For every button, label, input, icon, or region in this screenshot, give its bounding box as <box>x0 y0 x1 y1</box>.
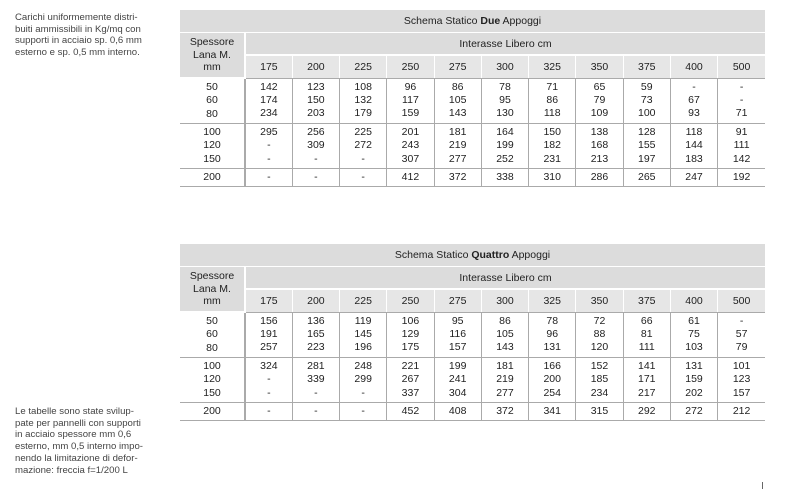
load-value: 86 105 143 <box>481 312 528 358</box>
load-value: 181 219 277 <box>481 358 528 403</box>
title-suffix: Appoggi <box>500 15 542 27</box>
load-value: 150 182 231 <box>529 124 576 169</box>
title-prefix: Schema Statico <box>394 249 472 261</box>
load-value: - <box>340 403 387 421</box>
load-table-due-appoggi <box>180 10 765 187</box>
load-value: 71 86 118 <box>529 78 576 124</box>
span-value: 350 <box>576 55 623 78</box>
span-value: 300 <box>481 55 528 78</box>
load-value: 78 96 131 <box>529 312 576 358</box>
span-value: 375 <box>623 289 670 312</box>
span-value: 225 <box>340 55 387 78</box>
load-value: 106 129 175 <box>387 312 434 358</box>
load-value: - - 71 <box>718 78 765 124</box>
load-value: 412 <box>387 169 434 187</box>
load-value: 72 88 120 <box>576 312 623 358</box>
load-value: 338 <box>481 169 528 187</box>
thickness-value: 50 60 80 <box>180 312 245 358</box>
span-value: 500 <box>718 55 765 78</box>
load-value: 248 299 - <box>340 358 387 403</box>
span-value: 175 <box>245 289 292 312</box>
load-value: 142 174 234 <box>245 78 292 124</box>
load-value: 123 150 203 <box>292 78 339 124</box>
load-value: - 67 93 <box>670 78 717 124</box>
thickness-value: 200 <box>180 169 245 187</box>
span-value: 200 <box>292 55 339 78</box>
span-value: 275 <box>434 55 481 78</box>
load-value: 247 <box>670 169 717 187</box>
load-value: 199 241 304 <box>434 358 481 403</box>
table-title <box>180 244 765 267</box>
load-value: - <box>340 169 387 187</box>
thickness-header: Spessore Lana M. mm <box>180 267 245 313</box>
thickness-value: 100 120 150 <box>180 358 245 403</box>
load-value: 292 <box>623 403 670 421</box>
methodology-note: Le tabelle sono state svilup- pate per pannelli con supporti in acciaio spessore mm 0,6 esterno, mm 0,5 interno impo- nendo la limitazione di defor- mazione: freccia f=1/200 L <box>15 406 143 476</box>
load-value: 101 123 157 <box>718 358 765 403</box>
thickness-value: 50 60 80 <box>180 78 245 124</box>
thickness-value: 100 120 150 <box>180 124 245 169</box>
load-value: 192 <box>718 169 765 187</box>
page-edge-mark <box>762 482 763 489</box>
load-value: 341 <box>529 403 576 421</box>
span-value: 400 <box>670 55 717 78</box>
span-value: 500 <box>718 289 765 312</box>
load-value: 118 144 183 <box>670 124 717 169</box>
span-value: 400 <box>670 289 717 312</box>
load-value: 66 81 111 <box>623 312 670 358</box>
load-value: 225 272 - <box>340 124 387 169</box>
load-value: 138 168 213 <box>576 124 623 169</box>
load-value: 136 165 223 <box>292 312 339 358</box>
span-header: Interasse Libero cm <box>245 267 765 290</box>
span-value: 300 <box>481 289 528 312</box>
load-value: 181 219 277 <box>434 124 481 169</box>
load-value: - <box>245 169 292 187</box>
span-value: 325 <box>529 55 576 78</box>
load-value: 372 <box>481 403 528 421</box>
load-value: - <box>292 403 339 421</box>
load-value: 372 <box>434 169 481 187</box>
span-value: 200 <box>292 289 339 312</box>
load-value: 452 <box>387 403 434 421</box>
span-value: 375 <box>623 55 670 78</box>
load-value: 156 191 257 <box>245 312 292 358</box>
load-value: 201 243 307 <box>387 124 434 169</box>
load-value: 141 171 217 <box>623 358 670 403</box>
load-value: 315 <box>576 403 623 421</box>
span-value: 250 <box>387 55 434 78</box>
title-suffix: Appoggi <box>509 249 551 261</box>
load-value: 256 309 - <box>292 124 339 169</box>
description-note: Carichi uniformemente distri- buiti ammissibili in Kg/mq con supporti in acciaio sp. 0,6 mm esterno e sp. 0,5 mm interno. <box>15 12 142 59</box>
load-value: 281 339 - <box>292 358 339 403</box>
table-title <box>180 10 765 33</box>
load-value: 221 267 337 <box>387 358 434 403</box>
load-value: - 57 79 <box>718 312 765 358</box>
load-value: 59 73 100 <box>623 78 670 124</box>
load-value: 131 159 202 <box>670 358 717 403</box>
load-value: 166 200 254 <box>529 358 576 403</box>
load-value: 408 <box>434 403 481 421</box>
title-prefix: Schema Statico <box>403 15 481 27</box>
title-emphasis: Due <box>480 15 501 27</box>
load-value: 78 95 130 <box>481 78 528 124</box>
thickness-header: Spessore Lana M. mm <box>180 33 245 79</box>
title-emphasis: Quattro <box>471 249 510 261</box>
load-value: 164 199 252 <box>481 124 528 169</box>
span-value: 225 <box>340 289 387 312</box>
span-value: 325 <box>529 289 576 312</box>
load-value: 61 75 103 <box>670 312 717 358</box>
load-value: 128 155 197 <box>623 124 670 169</box>
load-value: 65 79 109 <box>576 78 623 124</box>
load-value: 265 <box>623 169 670 187</box>
load-value: 108 132 179 <box>340 78 387 124</box>
load-value: 95 116 157 <box>434 312 481 358</box>
load-value: 96 117 159 <box>387 78 434 124</box>
span-value: 250 <box>387 289 434 312</box>
load-value: 295 - - <box>245 124 292 169</box>
load-value: 272 <box>670 403 717 421</box>
load-value: 310 <box>529 169 576 187</box>
load-table-quattro-appoggi <box>180 244 765 421</box>
thickness-value: 200 <box>180 403 245 421</box>
span-value: 350 <box>576 289 623 312</box>
span-value: 275 <box>434 289 481 312</box>
load-value: 324 - - <box>245 358 292 403</box>
load-value: 212 <box>718 403 765 421</box>
load-value: - <box>245 403 292 421</box>
load-value: 286 <box>576 169 623 187</box>
load-value: - <box>292 169 339 187</box>
span-value: 175 <box>245 55 292 78</box>
load-value: 86 105 143 <box>434 78 481 124</box>
span-header: Interasse Libero cm <box>245 33 765 56</box>
load-value: 119 145 196 <box>340 312 387 358</box>
load-value: 91 111 142 <box>718 124 765 169</box>
load-value: 152 185 234 <box>576 358 623 403</box>
